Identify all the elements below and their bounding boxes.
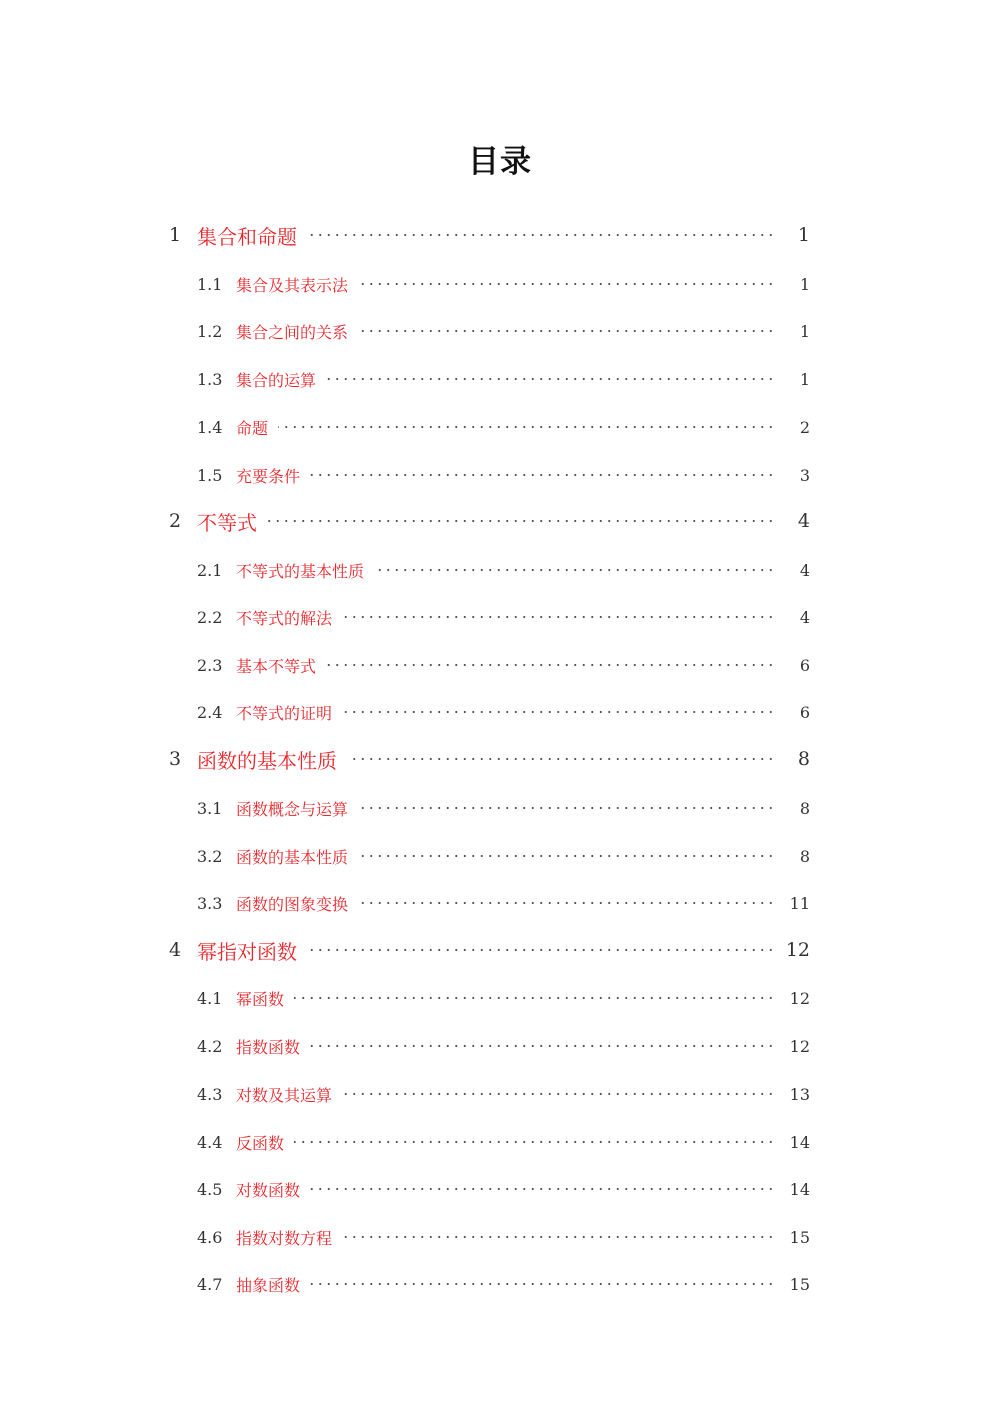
dot-leader (307, 949, 775, 951)
entry-page-number: 15 (789, 1274, 810, 1294)
entry-page-number: 8 (799, 798, 810, 818)
entry-number: 4 (169, 939, 182, 961)
dot-leader (278, 426, 775, 428)
entry-number: 1.5 (197, 465, 223, 485)
toc-section-entry[interactable] (0, 697, 1000, 727)
dot-leader (310, 1188, 775, 1190)
dot-leader (326, 664, 775, 666)
page-title: 目录 (468, 144, 532, 180)
entry-title-link[interactable]: 集合和命题 (197, 224, 297, 249)
dot-leader (347, 758, 775, 760)
entry-page-number: 2 (799, 417, 810, 437)
entry-page-number: 14 (789, 1132, 810, 1152)
entry-number: 3 (169, 748, 182, 770)
dot-leader (342, 1236, 775, 1238)
entry-number: 1.3 (197, 369, 223, 389)
dot-leader (342, 616, 775, 618)
toc-section-entry[interactable] (0, 1031, 1000, 1061)
entry-number: 4.2 (197, 1036, 223, 1056)
toc-chapter-entry[interactable] (0, 220, 1000, 250)
toc-section-entry[interactable] (0, 602, 1000, 632)
toc-section-entry[interactable] (0, 460, 1000, 490)
entry-page-number: 12 (785, 939, 810, 961)
entry-number: 2 (169, 510, 182, 532)
entry-number: 4.6 (197, 1227, 223, 1247)
entry-page-number: 4 (799, 560, 810, 580)
entry-title-link[interactable]: 不等式 (197, 510, 257, 535)
entry-page-number: 4 (797, 510, 810, 532)
entry-page-number: 14 (789, 1179, 810, 1199)
entry-page-number: 15 (789, 1227, 810, 1247)
entry-page-number: 6 (799, 702, 810, 722)
toc-chapter-entry[interactable] (0, 935, 1000, 965)
dot-leader (294, 1141, 775, 1143)
entry-page-number: 8 (799, 846, 810, 866)
dot-leader (310, 1045, 775, 1047)
entry-title-link[interactable]: 对数函数 (236, 1180, 301, 1200)
entry-number: 3.1 (197, 798, 223, 818)
dot-leader (358, 855, 775, 857)
entry-title-link[interactable]: 幂指对函数 (197, 939, 297, 964)
dot-leader (294, 997, 775, 999)
entry-number: 1.4 (197, 417, 223, 437)
dot-leader (326, 378, 775, 380)
dot-leader (310, 474, 775, 476)
dot-leader (307, 234, 775, 236)
toc-section-entry[interactable] (0, 412, 1000, 442)
toc-section-entry[interactable] (0, 1079, 1000, 1109)
entry-number: 1.1 (197, 274, 223, 294)
entry-page-number: 4 (799, 607, 810, 627)
toc-section-entry[interactable] (0, 1269, 1000, 1299)
entry-number: 4.3 (197, 1084, 223, 1104)
entry-page-number: 1 (799, 321, 810, 341)
entry-page-number: 12 (789, 1036, 810, 1056)
entry-number: 3.2 (197, 846, 223, 866)
entry-title-link[interactable]: 不等式的基本性质 (236, 561, 365, 581)
dot-leader (358, 283, 775, 285)
entry-number: 2.3 (197, 655, 223, 675)
entry-title-link[interactable]: 对数及其运算 (236, 1085, 333, 1105)
entry-number: 1.2 (197, 321, 223, 341)
entry-number: 4.5 (197, 1179, 223, 1199)
toc-section-entry[interactable] (0, 269, 1000, 299)
entry-number: 2.1 (197, 560, 223, 580)
entry-title-link[interactable]: 集合及其表示法 (236, 275, 349, 295)
entry-page-number: 11 (789, 893, 810, 913)
entry-title-link[interactable]: 函数概念与运算 (236, 799, 349, 819)
entry-number: 3.3 (197, 893, 223, 913)
entry-number: 2.4 (197, 702, 223, 722)
entry-number: 4.4 (197, 1132, 223, 1152)
dot-leader (342, 711, 775, 713)
entry-title-link[interactable]: 指数函数 (236, 1037, 301, 1057)
dot-leader (342, 1093, 775, 1095)
entry-title-link[interactable]: 集合之间的关系 (236, 322, 349, 342)
entry-page-number: 1 (797, 224, 810, 246)
entry-title-link[interactable]: 不等式的证明 (236, 703, 333, 723)
dot-leader (374, 569, 775, 571)
toc-section-entry[interactable] (0, 1174, 1000, 1204)
entry-title-link[interactable]: 命题 (236, 418, 269, 438)
toc-chapter-entry[interactable] (0, 506, 1000, 536)
entry-number: 4.7 (197, 1274, 223, 1294)
entry-title-link[interactable]: 函数的基本性质 (197, 748, 337, 773)
entry-title-link[interactable]: 不等式的解法 (236, 608, 333, 628)
toc-section-entry[interactable] (0, 555, 1000, 585)
toc-section-entry[interactable] (0, 316, 1000, 346)
toc-section-entry[interactable] (0, 650, 1000, 680)
entry-page-number: 8 (797, 748, 810, 770)
entry-page-number: 6 (799, 655, 810, 675)
entry-number: 4.1 (197, 988, 223, 1008)
entry-page-number: 3 (799, 465, 810, 485)
entry-page-number: 12 (789, 988, 810, 1008)
dot-leader (358, 902, 775, 904)
dot-leader (267, 520, 775, 522)
toc-section-entry[interactable] (0, 793, 1000, 823)
entry-number: 2.2 (197, 607, 223, 627)
entry-title-link[interactable]: 函数的图象变换 (236, 894, 349, 914)
entry-number: 1 (169, 224, 182, 246)
entry-title-link[interactable]: 指数对数方程 (236, 1228, 333, 1248)
toc-chapter-entry[interactable] (0, 744, 1000, 774)
entry-title-link[interactable]: 充要条件 (236, 466, 301, 486)
entry-title-link[interactable]: 幂函数 (236, 989, 285, 1009)
toc-section-entry[interactable] (0, 888, 1000, 918)
entry-title-link[interactable]: 反函数 (236, 1133, 285, 1153)
entry-page-number: 1 (799, 274, 810, 294)
entry-title-link[interactable]: 函数的基本性质 (236, 847, 349, 867)
entry-page-number: 13 (789, 1084, 810, 1104)
dot-leader (358, 330, 775, 332)
entry-title-link[interactable]: 集合的运算 (236, 370, 317, 390)
dot-leader (358, 807, 775, 809)
entry-title-link[interactable]: 基本不等式 (236, 656, 317, 676)
toc-section-entry[interactable] (0, 841, 1000, 871)
entry-page-number: 1 (799, 369, 810, 389)
entry-title-link[interactable]: 抽象函数 (236, 1275, 301, 1295)
toc-section-entry[interactable] (0, 364, 1000, 394)
dot-leader (310, 1283, 775, 1285)
toc-section-entry[interactable] (0, 1127, 1000, 1157)
toc-section-entry[interactable] (0, 983, 1000, 1013)
toc-section-entry[interactable] (0, 1222, 1000, 1252)
